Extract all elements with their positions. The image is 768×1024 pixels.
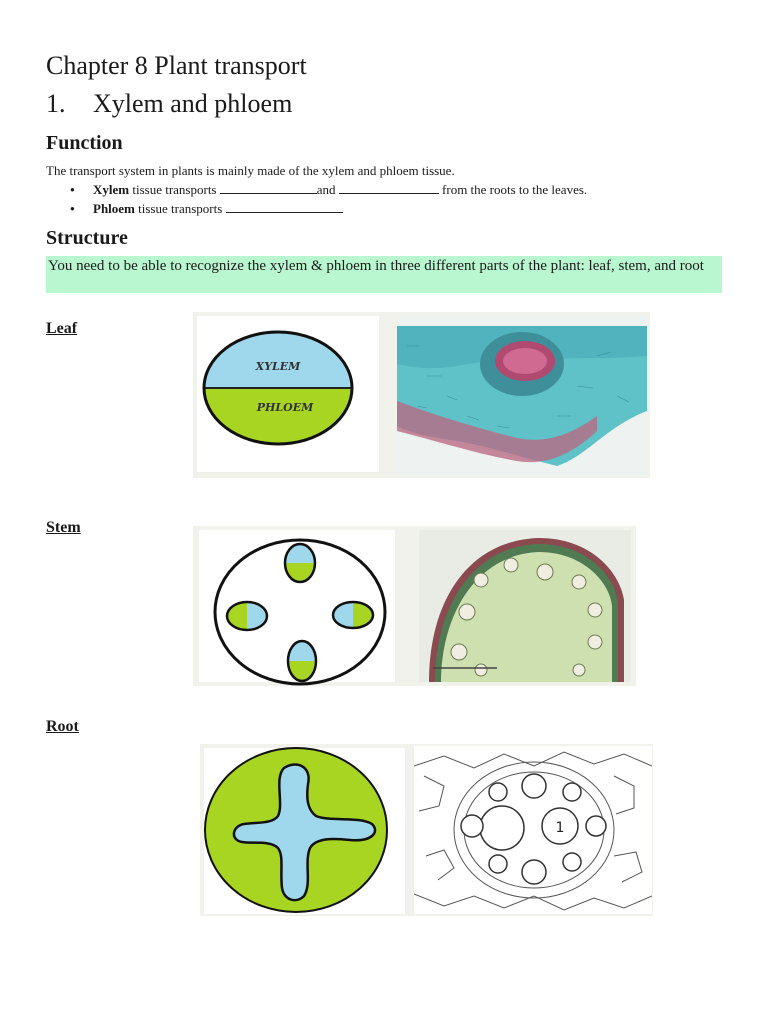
bullet-text: tissue transports (129, 182, 220, 197)
bullet-text: tissue transports (134, 201, 226, 216)
root-figure (200, 744, 653, 916)
section-title (46, 88, 292, 120)
root-micro-label: 1 (555, 820, 565, 836)
root-label: Root (46, 718, 79, 735)
fill-blank-2[interactable] (339, 181, 439, 194)
function-heading: Function (46, 132, 123, 154)
fill-blank-3[interactable] (226, 200, 343, 213)
diagram-xylem-label: XYLEM (255, 360, 301, 373)
stem-label: Stem (46, 519, 81, 536)
bullet-term: Phloem (93, 201, 135, 216)
bullet-text: and (316, 182, 339, 197)
function-intro: The transport system in plants is mainly made of the xylem and phloem tissue. (46, 163, 455, 178)
root-micrograph (414, 746, 652, 914)
structure-note: You need to be able to recognize the xylem & phloem in three different parts of the plant: leaf, stem, and root (46, 256, 722, 293)
leaf-micrograph (397, 316, 647, 476)
section-title-text: Xylem and phloem (93, 89, 293, 118)
diagram-phloem-label: PHLOEM (256, 401, 314, 414)
section-number: 1. (46, 89, 66, 118)
stem-micrograph (419, 530, 631, 682)
stem-figure (193, 526, 636, 686)
bullet-phloem (46, 199, 587, 218)
fill-blank-1[interactable] (220, 181, 317, 194)
leaf-figure (193, 312, 650, 478)
bullet-xylem (46, 180, 587, 199)
bullet-text: from the roots to the leaves. (438, 182, 588, 197)
leaf-label: Leaf (46, 320, 78, 337)
bullet-term: Xylem (93, 182, 130, 197)
chapter-title: Chapter 8 Plant transport (46, 51, 307, 80)
structure-heading: Structure (46, 227, 128, 249)
function-bullets (46, 180, 587, 218)
